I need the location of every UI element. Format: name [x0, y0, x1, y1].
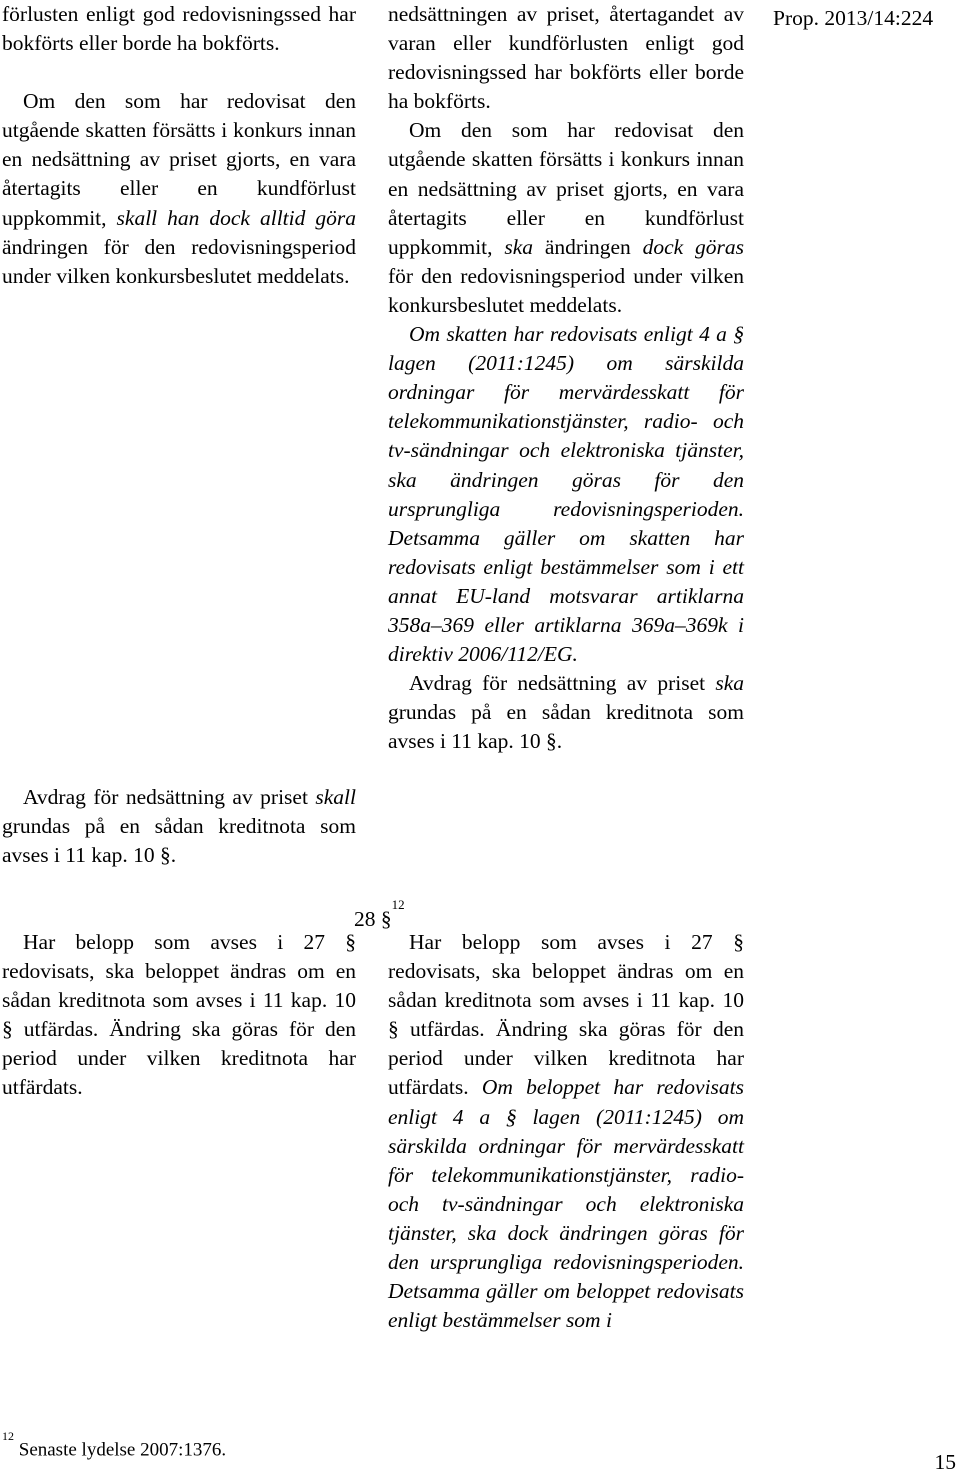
left-paragraph-3: [2, 783, 356, 870]
footnote-reference: 12: [391, 897, 405, 912]
left-column-top: [2, 0, 356, 291]
left-p2-text-c: ändringen för den redovisningsperiod under vilken konkursbeslutet meddelats.: [2, 234, 356, 288]
footnote-number: 12: [2, 1429, 14, 1443]
left-paragraph-1: förlusten enligt god redovisningssed har bokförts eller borde ha bokförts.: [2, 2, 356, 56]
left-bottom-paragraph: Har belopp som avses i 27 § redovisats, ska beloppet ändras om en sådan kreditnota som avses i 11 kap. 10 § utfärdas. Ändring ska göras för den period under vilken kreditnota har utfärdats.: [2, 930, 356, 1100]
proposition-number: Prop. 2013/14:224: [773, 6, 934, 30]
right-column-top: [388, 0, 744, 756]
section-heading: 28 §$^{12}$: [354, 897, 405, 932]
right-paragraph-1: nedsättningen av priset, återtagandet av varan eller kundförlusten enligt god redovisningssed har bokförts eller borde ha bokförts.: [388, 2, 744, 114]
left-p2-text-italic: skall han dock alltid göra: [116, 205, 356, 230]
left-paragraph-2: [2, 87, 356, 291]
footnote-text: Senaste lydelse 2007:1376.: [18, 1439, 227, 1461]
right-paragraph-2: Om den som har redovisat den utgående skatten försätts i konkurs innan en nedsättning av priset gjorts, en vara återtagits eller en kundförlust uppkommit, ska ändringen dock göras för den redovisningsperiod under vilken konkursbeslutet meddelats.: [388, 118, 744, 317]
right-paragraph-4: Avdrag för nedsättning av priset ska grundas på en sådan kreditnota som avses i 11 kap. 10 §.: [388, 671, 745, 754]
left-p3-lead: Avdrag för nedsättning av priset: [23, 785, 308, 809]
left-p3-text: grundas på en sådan kreditnota som avses i 11 kap. 10 §.: [2, 814, 356, 868]
page-number: 15: [934, 1450, 956, 1474]
right-column-bottom: [388, 928, 744, 1335]
left-column-bottom: [2, 928, 356, 1103]
right-bottom-paragraph: Har belopp som avses i 27 § redovisats, ska beloppet ändras om en sådan kreditnota som avses i 11 kap. 10 § utfärdas. Ändring ska göras för den period under vilken kreditnota har utfärdats. Om beloppet har redovisats enligt 4 a § lagen (2011:1245) om särskilda ordningar för mervärdesskatt för telekommunikationstjänster, radio- och tv-sändningar och elektroniska tjänster, ska dock ändringen göras för den ursprungliga redovisningsperioden. Detsamma gäller om beloppet redovisats enligt bestämmelser som i: [388, 930, 744, 1333]
left-p2-text-a: Om den som har redovisat den utgående skatten försätts i konkurs innan en nedsättning av priset gjorts, en vara återtagits eller en kundförlust uppkommit,: [2, 89, 356, 230]
right-paragraph-3: Om skatten har redovisats enligt 4 a § lagen (2011:1245) om särskilda ordningar för mervärdesskatt för telekommunikationstjänster, radio- och tv-sändningar och elektroniska tjänster, ska ändringen göras för den ursprungliga redovisningsperioden. Detsamma gäller om skatten har redovisats enligt bestämmelser som i ett annat EU-land motsvarar artiklarna 358a–369 eller artiklarna 369a–369k i direktiv 2006/112/EG.: [388, 322, 744, 667]
left-p3-italic: skall: [315, 785, 356, 809]
footnote: [2, 1431, 226, 1463]
